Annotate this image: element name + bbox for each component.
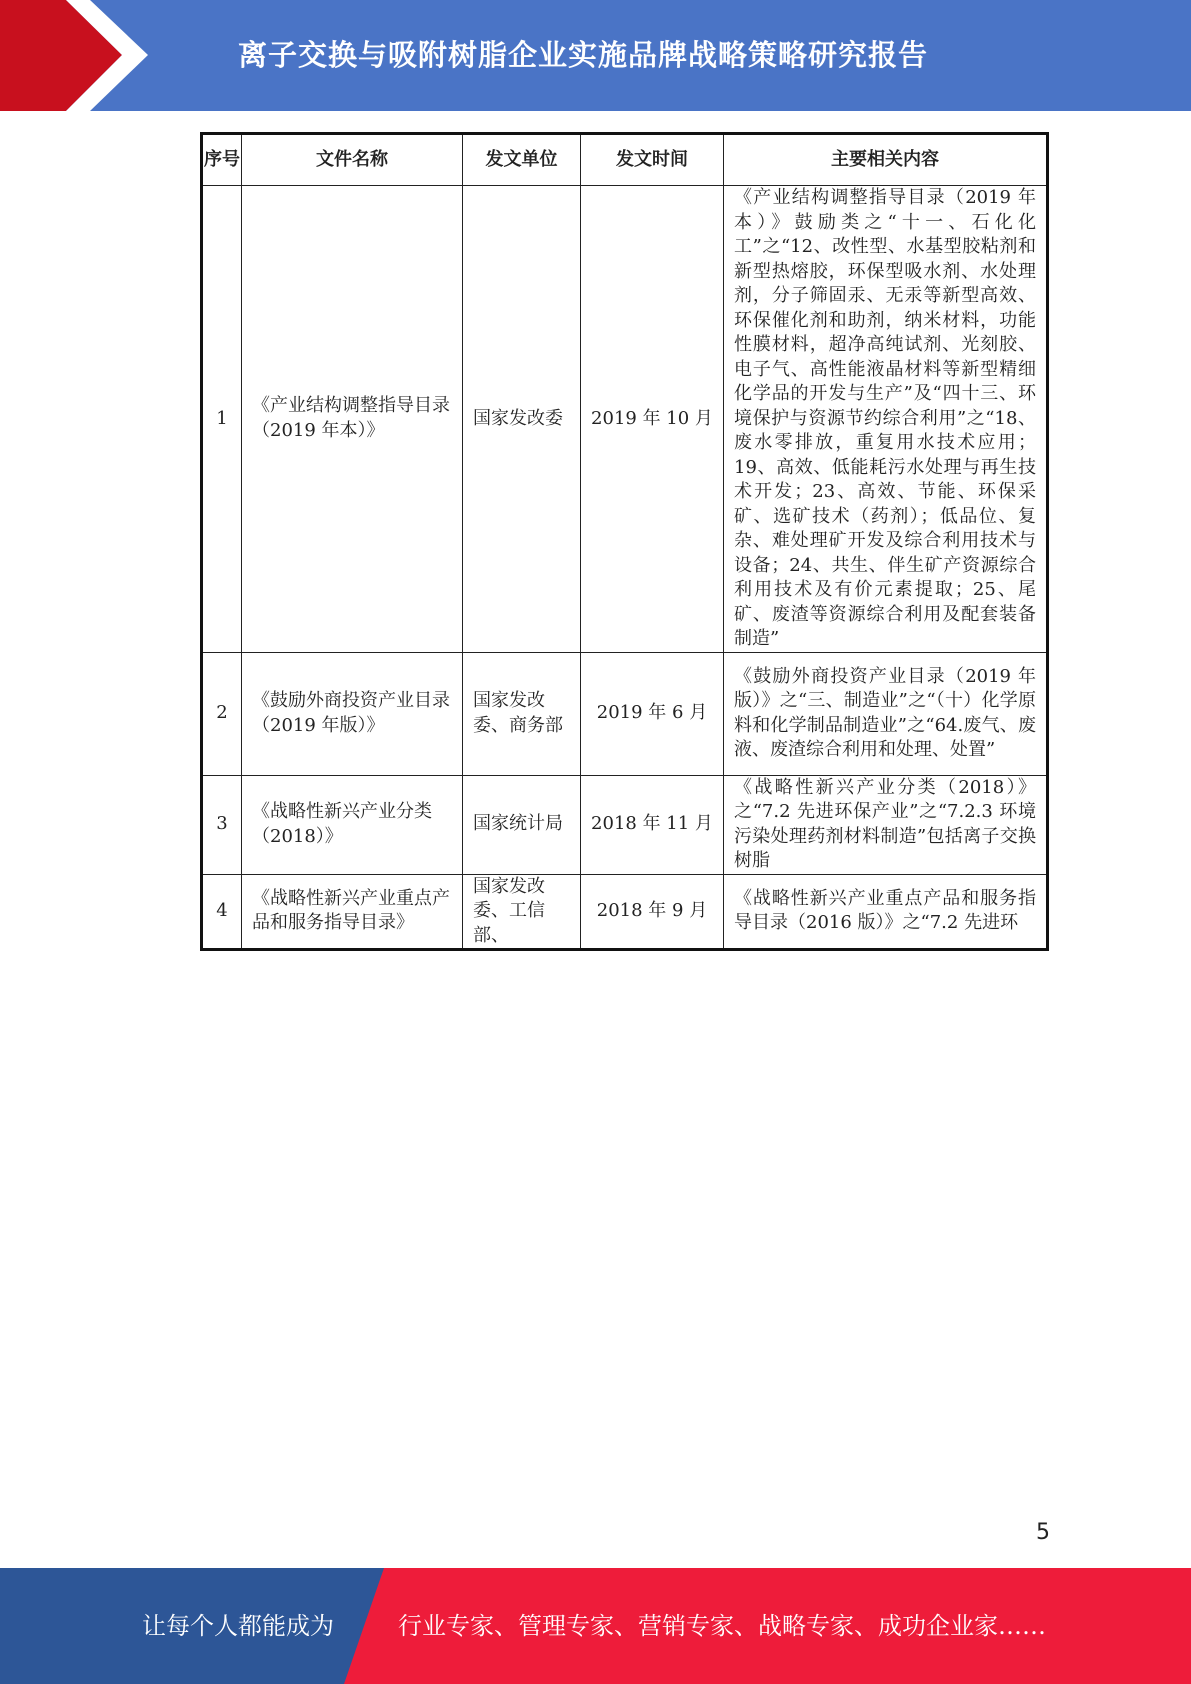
header-arrow-decoration	[0, 0, 160, 111]
page-footer	[0, 1568, 1191, 1684]
footer-slogan-right: 行业专家、管理专家、营销专家、战略专家、成功企业家……	[398, 1612, 1046, 1640]
issuing-unit: 国家统计局	[463, 775, 581, 874]
row-number: 4	[202, 874, 242, 950]
document-name: 《战略性新兴产业分类（2018）》	[242, 775, 463, 874]
main-content: 《产业结构调整指导目录（2019 年本）》鼓励类之“十一、石化化工”之“12、改性型、水基型胶粘剂和新型热熔胶，环保型吸水剂、水处理剂，分子筛固汞、无汞等新型高效、环保催化剂和助剂，纳米材料，功能性膜材料，超净高纯试剂、光刻胶、电子气、高性能液晶材料等新型精细化学品的开发与生产”及“四十三、环境保护与资源节约综合利用”之“18、废水零排放，重复用水技术应用；19、高效、低能耗污水处理与再生技术开发；23、高效、节能、环保采矿、选矿技术（药剂）；低品位、复杂、难处理矿开发及综合利用技术与设备；24、共生、伴生矿产资源综合利用技术及有价元素提取；25、尾矿、废渣等资源综合利用及配套装备制造”	[724, 186, 1048, 653]
document-name: 《产业结构调整指导目录（2019 年本）》	[242, 186, 463, 653]
main-content: 《战略性新兴产业分类（2018）》之“7.2 先进环保产业”之“7.2.3 环境污染处理药剂材料制造”包括离子交换树脂	[724, 775, 1048, 874]
main-content: 《战略性新兴产业重点产品和服务指导目录（2016 版）》之“7.2 先进环	[724, 874, 1048, 950]
table-row	[202, 775, 1048, 874]
issue-date: 2019 年 10 月	[581, 186, 724, 653]
row-number: 2	[202, 652, 242, 775]
row-number: 1	[202, 186, 242, 653]
main-content: 《鼓励外商投资产业目录（2019 年版）》之“三、制造业”之“（十）化学原料和化学制品制造业”之“64.废气、废液、废渣综合利用和处理、处置”	[724, 652, 1048, 775]
issuing-unit: 国家发改委	[463, 186, 581, 653]
issuing-unit: 国家发改委、商务部	[463, 652, 581, 775]
table-row	[202, 874, 1048, 950]
page-header	[0, 0, 1191, 111]
column-header-unit: 发文单位	[463, 134, 581, 186]
page-number: 5	[1036, 1520, 1050, 1545]
footer-slogan-left: 让每个人都能成为	[142, 1612, 334, 1640]
issue-date: 2018 年 11 月	[581, 775, 724, 874]
issuing-unit: 国家发改委、工信部、	[463, 874, 581, 950]
document-name: 《战略性新兴产业重点产品和服务指导目录》	[242, 874, 463, 950]
policy-table	[200, 132, 1049, 951]
document-name: 《鼓励外商投资产业目录（2019 年版）》	[242, 652, 463, 775]
report-title: 离子交换与吸附树脂企业实施品牌战略策略研究报告	[238, 38, 929, 72]
issue-date: 2019 年 6 月	[581, 652, 724, 775]
table-header-row	[202, 134, 1048, 186]
column-header-content: 主要相关内容	[724, 134, 1048, 186]
column-header-date: 发文时间	[581, 134, 724, 186]
table-row	[202, 186, 1048, 653]
column-header-seq: 序号	[202, 134, 242, 186]
column-header-name: 文件名称	[242, 134, 463, 186]
row-number: 3	[202, 775, 242, 874]
table-row	[202, 652, 1048, 775]
issue-date: 2018 年 9 月	[581, 874, 724, 950]
